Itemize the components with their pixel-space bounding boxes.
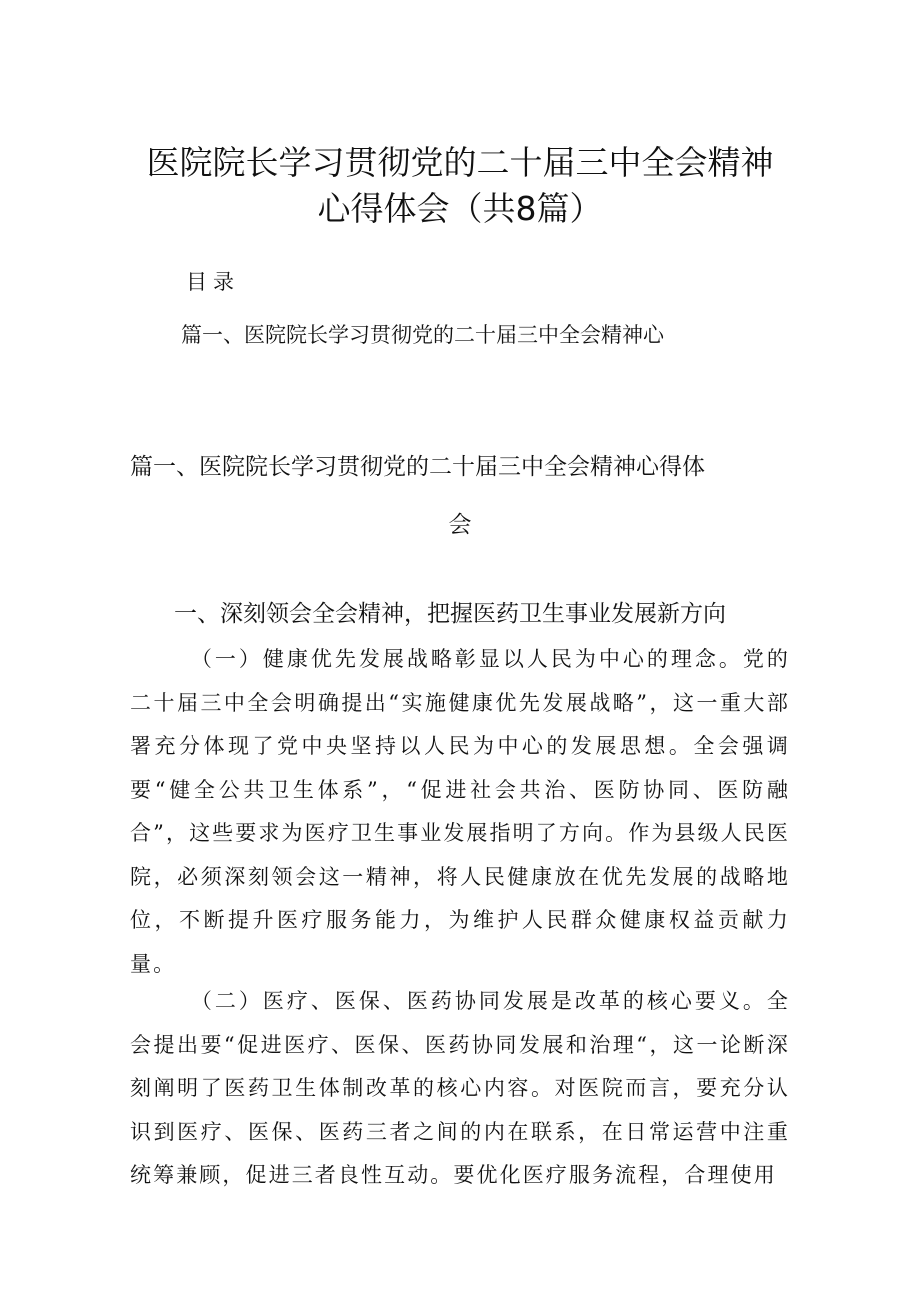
article-title-line-2: 会 [448,512,472,538]
toc-heading: 目录 [186,270,240,294]
section-heading: 一、深刻领会全会精神，把握医药卫生事业发展新方向 [174,601,726,627]
toc-entry[interactable]: 篇一、医院院长学习贯彻党的二十届三中全会精神心 [181,323,664,347]
article-title [130,438,790,554]
body-paragraph: （二）医疗、医保、医药协同发展是改革的核心要义。全会提出要“促进医疗、医保、医药协同发展和治理“，这一论断深刻阐明了医药卫生体制改革的核心内容。对医院而言，要充分认识到医疗、医保、医药三者之间的内在联系，在日常运营中注重统筹兼顾，促进三者良性互动。要优化医疗服务流程，合理使用 [130,989,790,1187]
document-title: 医院院长学习贯彻党的二十届三中全会精神心得体会（共8篇） [146,143,774,228]
article-title-line-1: 篇一、医院院长学习贯彻党的二十届三中全会精神心得体 [130,454,705,480]
body-paragraph: （一）健康优先发展战略彰显以人民为中心的理念。党的二十届三中全会明确提出“实施健康优先发展战略”，这一重大部署充分体现了党中央坚持以人民为中心的发展思想。全会强调要“健全公共卫生体系”，“促进社会共治、医防协同、医防融合”，这些要求为医疗卫生事业发展指明了方向。作为县级人民医院，必须深刻领会这一精神，将人民健康放在优先发展的战略地位，不断提升医疗服务能力，为维护人民群众健康权益贡献力量。 [130,647,790,976]
